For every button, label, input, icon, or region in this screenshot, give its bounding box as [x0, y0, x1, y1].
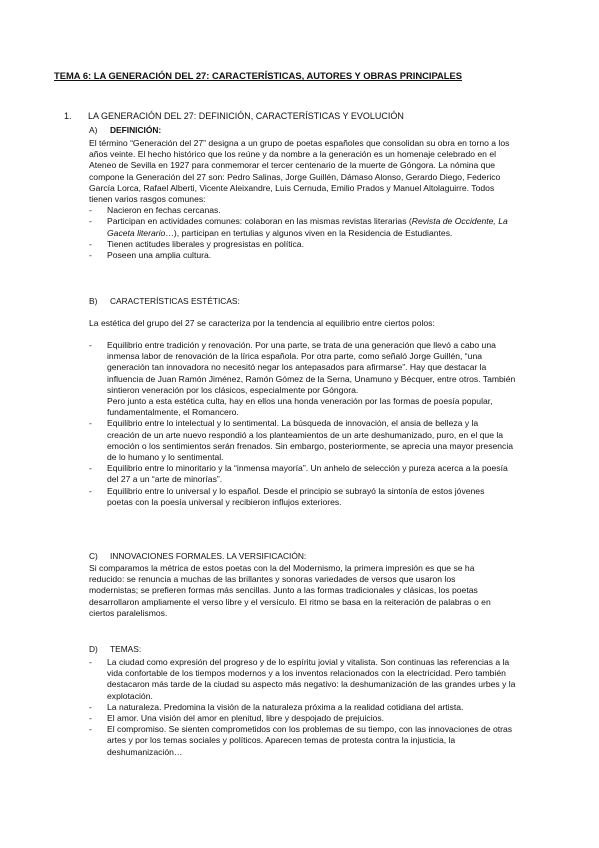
paragraph-line: compone la Generación del 27 son: Pedro Salinas, Jorge Guillén, Dámaso Alonso, Gerardo Diego, Federico — [89, 171, 501, 182]
section-1-title: LA GENERACIÓN DEL 27: DEFINICIÓN, CARACTERÍSTICAS Y EVOLUCIÓN — [88, 111, 404, 121]
list-item — [89, 713, 547, 724]
paragraph-line: García Lorca, Rafael Alberti, Vicente Aleixandre, Luis Cernuda, Emilio Prados y Manuel Altolaguirre. Todos — [89, 182, 495, 193]
subsection-c-body — [89, 563, 547, 619]
list-item — [89, 486, 547, 508]
subsection-a-letter: A) — [89, 125, 98, 135]
list-item — [89, 205, 547, 216]
subsection-c-title: INNOVACIONES FORMALES. LA VERSIFICACIÓN: — [110, 551, 307, 561]
paragraph-line: El término “Generación del 27” designa a un grupo de poetas españoles que consolidan su obra en torno a los — [89, 138, 510, 148]
list-item-line: - Equilibrio entre tradición y renovación. Por una parte, se trata de una generación que llevó a cabo una — [107, 340, 496, 350]
list-item-line: - Equilibrio entre lo universal y lo español. Desde el principio se subrayó la sintonía de estos jóvenes — [107, 485, 485, 496]
list-item-line: deshumanización… — [107, 746, 183, 757]
list-item-line: artes y por los temas sociales y políticos. Aparecen temas de protesta contra la injusticia, la — [107, 735, 456, 746]
paragraph-line: años veinte. El hecho histórico que los reúne y da nombre a la generación es un homenaje celebrado en el — [89, 149, 497, 160]
subsection-c-heading — [89, 551, 306, 562]
list-item-line: - El amor. Una visión del amor en plenitud, libre y despojado de prejuicios. — [107, 713, 385, 724]
list-item — [89, 657, 547, 702]
subsection-c-letter: C) — [89, 551, 98, 561]
list-item-line: generación tan innovadora no necesitó negar los antepasados para afirmarse”. Hay que destacar la — [107, 362, 487, 373]
paragraph-line: Ateneo de Sevilla en 1927 para conmemorar el tercer centenario de la muerte de Góngora. La nómina que — [89, 160, 496, 171]
list-item-line: de lo humano y lo sentimental. — [107, 452, 224, 463]
subsection-a-list — [89, 205, 547, 261]
subsection-b-intro: La estética del grupo del 27 se caracteriza por la tendencia al equilibrio entre ciertos polos: — [89, 318, 435, 328]
list-item-line: destacaron más tarde de la ciudad su aspecto más negativo: la deshumanización de las grandes urbes y la — [107, 679, 516, 690]
list-item-text: …), participan en tertulias y algunos viven en la Residencia de Estudiantes. — [165, 227, 453, 238]
subsection-d-heading — [89, 644, 141, 655]
list-item-line: - El compromiso. Se sienten comprometidos con los problemas de su tiempo, con las innovaciones de otras — [107, 724, 513, 735]
list-item-text: Nacieron en fechas cercanas. — [107, 205, 221, 216]
subsection-d-letter: D) — [89, 644, 98, 654]
paragraph-line: ciertos paralelismos. — [89, 607, 168, 618]
subsection-a-body — [89, 138, 547, 261]
subsection-b-heading — [89, 296, 240, 307]
journal-title: Gaceta literario — [107, 227, 166, 238]
list-item — [89, 216, 547, 238]
list-item — [89, 418, 547, 463]
subsection-d-list — [89, 657, 547, 758]
document-title: TEMA 6: LA GENERACIÓN DEL 27: CARACTERÍSTICAS, AUTORES Y OBRAS PRINCIPALES — [54, 70, 463, 81]
list-item — [89, 250, 547, 261]
paragraph-line: reducido: se renuncia a muchas de las brillantes y sonoras variedades de versos que usaron los — [89, 574, 456, 585]
list-item — [89, 340, 547, 418]
subsection-b-body — [89, 340, 547, 508]
subsection-b-letter: B) — [89, 296, 98, 306]
journal-title: Revista de Occidente, La — [411, 216, 508, 227]
list-item-line: - La ciudad como expresión del progreso y de lo espíritu jovial y vitalista. Son continuas las referencias a la — [107, 657, 510, 667]
list-item-line: fundamentalmente, el Romancero. — [107, 407, 239, 418]
list-item-line: emoción o los sentimientos serán frenados. Sin embargo, posteriormente, se aprecia una mayor presencia — [107, 440, 514, 451]
list-item-line: poetas con la poesía universal y recibieron influjos exteriores. — [107, 496, 342, 507]
subsection-d-body — [89, 657, 547, 758]
list-item — [89, 239, 547, 250]
list-item-line: inmensa labor de renovación de la lírica española. Por otra parte, como señaló Jorge Guillén, “una — [107, 351, 482, 362]
list-item-line: - Equilibrio entre lo minoritario y la “inmensa mayoría”. Un anhelo de selección y pureza acerca a la poesía — [107, 463, 508, 474]
list-item — [89, 702, 547, 713]
section-1-number: 1. — [64, 111, 72, 121]
list-item-text: Participan en actividades comunes: colaboran en las mismas revistas literarias ( — [107, 216, 412, 227]
subsection-b-title: CARACTERÍSTICAS ESTÉTICAS: — [110, 296, 240, 306]
subsection-a-title: DEFINICIÓN: — [110, 125, 162, 135]
subsection-d-title: TEMAS: — [110, 644, 142, 654]
subsection-a-heading — [89, 125, 161, 136]
list-item-text: Poseen una amplia cultura. — [107, 250, 212, 261]
list-item-line: del 27 a un “arte de minorías”. — [107, 474, 223, 485]
list-item-line: explotación. — [107, 690, 153, 701]
section-1-heading — [64, 111, 554, 122]
list-item-line: creación de un arte nuevo respondió a los planteamientos de un arte deshumanizado, puro, en el que la — [107, 429, 504, 440]
list-item — [89, 724, 547, 758]
list-item-line: influencia de Juan Ramón Jiménez, Ramón Gómez de la Serna, Unamuno y Bécquer, entre otros. También — [107, 373, 516, 384]
list-item-line: - La naturaleza. Predomina la visión de la naturaleza próxima a la realidad cotidiana del artista. — [107, 701, 464, 712]
paragraph-line: modernistas; se prefieren formas más sencillas. Junto a las formas tradicionales y clásicas, los poetas — [89, 585, 478, 596]
list-item-line: - Equilibrio entre lo intelectual y lo sentimental. La búsqueda de innovación, el ansia de belleza y la — [107, 418, 479, 429]
list-item — [89, 463, 547, 485]
paragraph-line: tienen varios rasgos comunes: — [89, 194, 206, 205]
list-item-line: vida confortable de los tiempos modernos y a los inventos relacionados con la electricidad. Pero también — [107, 668, 506, 679]
list-item-text: Tienen actitudes liberales y progresistas en política. — [107, 238, 304, 249]
list-item-line: Pero junto a esta estética culta, hay en ellos una honda veneración por las formas de poesía popular, — [107, 396, 493, 407]
subsection-b-list — [89, 340, 547, 508]
paragraph-line: desarrollaron ampliamente el verso libre y el versículo. El ritmo se basa en la reiteración de palabras o en — [89, 596, 491, 607]
paragraph-line: Si comparamos la métrica de estos poetas con la del Modernismo, la primera impresión es que se ha — [89, 563, 475, 573]
list-item-line: sintieron veneración por los clásicos, especialmente por Góngora. — [107, 384, 359, 395]
